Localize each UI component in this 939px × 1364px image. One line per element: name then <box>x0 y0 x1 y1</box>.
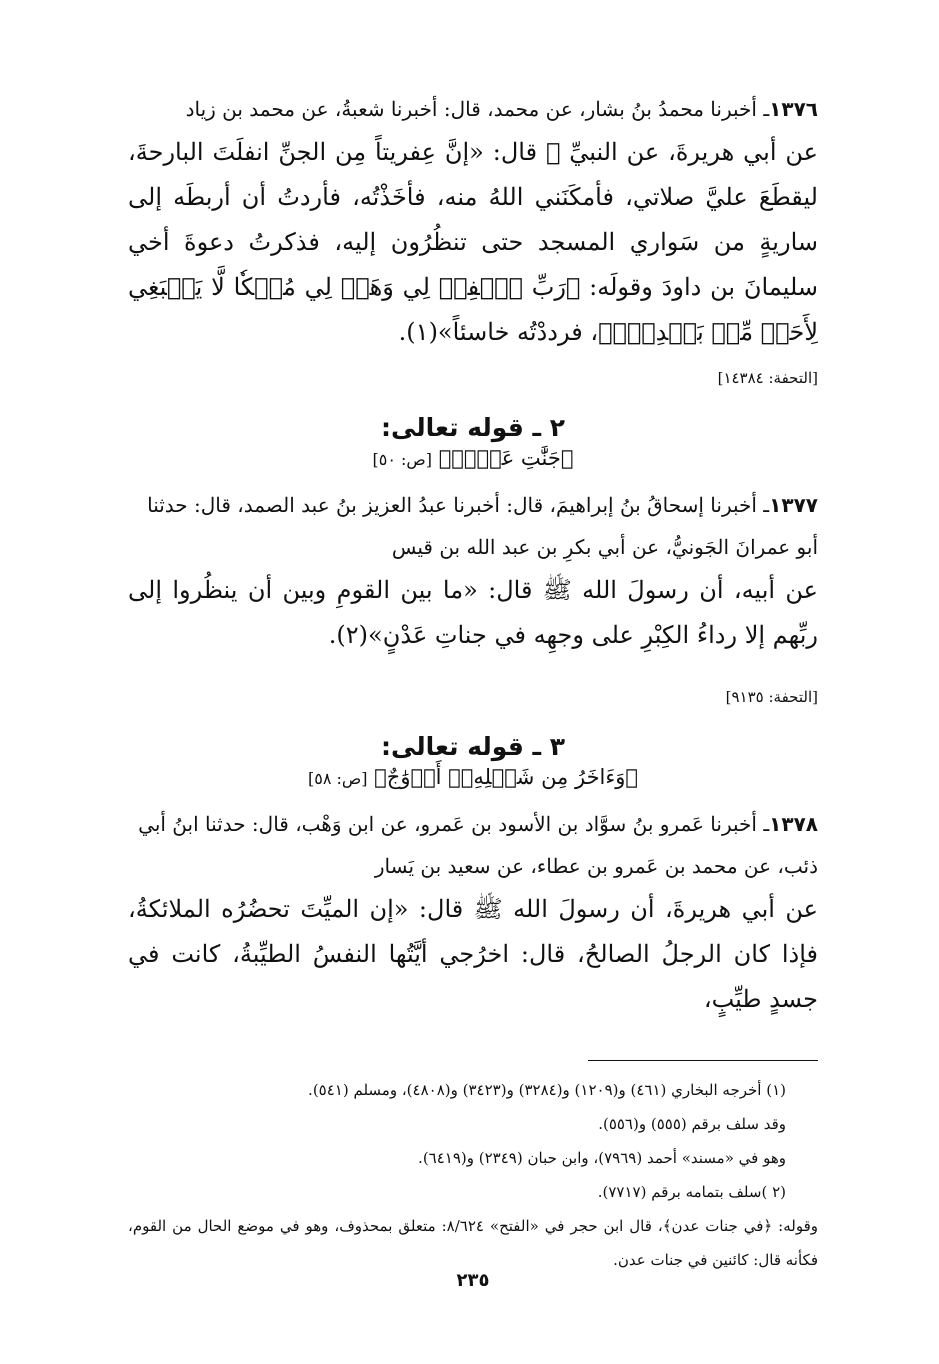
footnote-2-line: (٢ )سلف بتمامه برقم (٧٧١٧). <box>597 1183 786 1201</box>
verse-reference: [ص: ٥٠] <box>372 450 433 469</box>
section-heading: ٣ ـ قوله تعالى: <box>380 732 566 761</box>
book-page <box>128 88 818 1328</box>
isnad-text: ـ أخبرنا محمدُ بنُ بشار، عن محمد، قال: أخبرنا شعبةُ، عن محمد بن زياد <box>185 97 770 121</box>
footnote-1-line: وقد سلف برقم (٥٥٥) و(٥٥٦). <box>598 1115 786 1133</box>
footnote-1-line: (١) أخرجه البخاري (٤٦١) و(١٢٠٩) و(٣٢٨٤) و(٣٤٢٣) و(٤٨٠٨)، ومسلم (٥٤١). <box>308 1081 786 1099</box>
hadith-1376-matn: عن أبي هريرةَ، عن النبيِّ ﷺ قال: «إنَّ عِفريتاً مِن الجنِّ انفلَتَ البارحةَ، ليقطَعَ عليَّ صلاتي، فأمكَنَني اللهُ منه، فأخَذْتُه، فأردتُ أن أربطَه إلى ساريةٍ من سَواري المسجد حتى تنظُرُون إليه، فذكرتُ دعوةَ أخي سليمانَ بن داودَ وقولَه: ﴿رَبِّ ٱغۡفِرۡ لِي وَهَبۡ لِي مُلۡكٗا لَّا يَنۢبَغِي لِأَحَدٖ مِّنۢ بَعۡدِيٓۖ﴾، فرددْتُه خاسئاً»(١). <box>128 138 818 346</box>
section-heading: ٢ ـ قوله تعالى: <box>380 413 566 442</box>
quran-verse: ﴿وَءَاخَرُ مِن شَكۡلِهِۦٓ أَزۡوَٰجٌ﴾ <box>374 765 639 789</box>
hadith-1378-matn: عن أبي هريرةَ، أن رسولَ الله ﷺ قال: «إن الميِّتَ تحضُرُه الملائكةُ، فإذا كان الرجلُ الصالحُ، قال: اخرُجي أيَّتُها النفسُ الطيِّبةُ، كانت في جسدٍ طيِّبٍ، <box>128 895 818 1013</box>
hadith-number: ١٣٧٨ <box>769 812 818 836</box>
hadith-1378-isnad <box>128 803 818 887</box>
footnote-2-line: وقوله: ﴿في جنات عدن﴾، قال ابن حجر في «الفتح» ٨/٦٢٤: متعلق بمحذوف، وهو في موضع الحال من القوم، فكأنه قال: كائنين في جنات عدن. <box>128 1217 818 1269</box>
tuhfa-reference: [التحفة: ٩١٣٥] <box>725 688 818 706</box>
footnote-divider <box>588 1060 818 1061</box>
page-number: ٢٣٥ <box>456 1270 490 1291</box>
quran-verse-line <box>128 765 818 789</box>
hadith-number: ١٣٧٦ <box>769 97 818 121</box>
isnad-text: ـ أخبرنا عَمرو بنُ سوَّاد بن الأسود بن عَمرو، عن ابن وَهْب، قال: حدثنا ابنُ أبي ذئب، عن محمد بن عَمرو بن عطاء، عن سعيد بن يَسار <box>138 812 818 878</box>
quran-verse-line <box>128 446 818 470</box>
hadith-1377-isnad <box>128 484 818 568</box>
hadith-1377-matn: عن أبيه، أن رسولَ الله ﷺ قال: «ما بين القومِ وبين أن ينظُروا إلى ربِّهم إلا رداءُ الكِبْرِ على وجهِه في جناتِ عَدْنٍ»(٢). <box>128 576 818 649</box>
hadith-number: ١٣٧٧ <box>769 493 818 517</box>
hadith-1376-isnad <box>128 88 818 130</box>
tuhfa-reference: [التحفة: ١٤٣٨٤] <box>717 369 818 387</box>
footnote-1-line: وهو في «مسند» أحمد (٧٩٦٩)، وابن حبان (٢٣٤٩) و(٦٤١٩). <box>418 1149 786 1167</box>
quran-verse: ﴿جَنَّٰتِ عَدۡنٖ﴾ <box>438 446 574 470</box>
isnad-text: ـ أخبرنا إسحاقُ بنُ إبراهيمَ، قال: أخبرنا عبدُ العزيز بنُ عبد الصمد، قال: حدثنا أبو عمرانَ الجَونيُّ، عن أبي بكرِ بن عبد الله بن قيس <box>147 493 818 559</box>
verse-reference: [ص: ٥٨] <box>307 769 368 788</box>
